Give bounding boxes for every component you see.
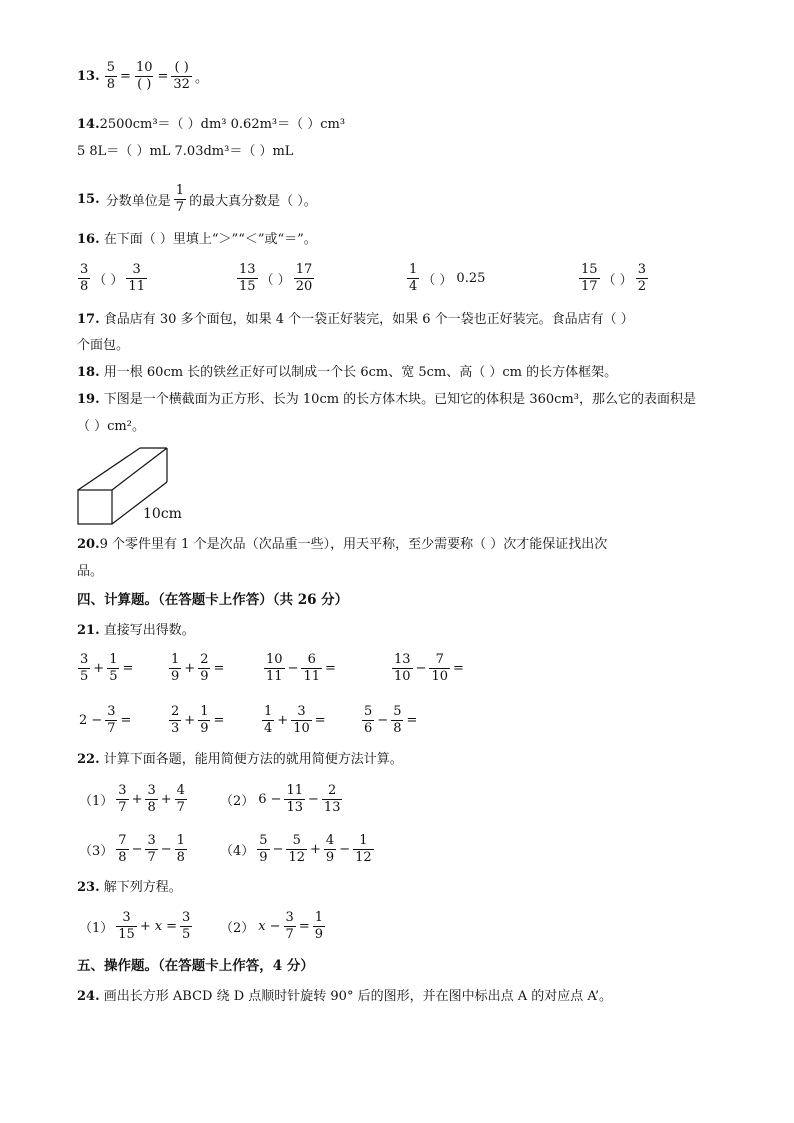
fraction: $\frac{( )}{32}$	[173, 60, 190, 92]
q14-line2: 5 8L＝（ ）mL 7.03dm³＝（ ）mL	[77, 144, 294, 159]
q17-line1: 17. 食品店有 30 多个面包，如果 4 个一袋正好装完，如果 6 个一袋也正好装完。食品店有（ ）	[77, 312, 634, 327]
q21-expr-6: $\frac{2}{3}$ + $\frac{1}{9}$ =	[171, 704, 225, 736]
q23-equation-2: （2） x − $\frac{3}{7}$ = $\frac{1}{9}$	[220, 910, 323, 942]
section-4-title: 四、计算题。（在答题卡上作答）（共 26 分）	[77, 592, 349, 608]
fraction: $\frac{5}{8}$	[106, 60, 116, 92]
q24: 24. 画出长方形 ABCD 绕 D 点顺时针旋转 90° 后的图形，并在图中标出点 A 的对应点 A’。	[77, 989, 612, 1004]
q21-expr-1: $\frac{3}{5}$ + $\frac{1}{5}$ =	[80, 652, 134, 684]
cuboid-length-label: 10cm	[143, 506, 182, 522]
q14-line1-text: 2500cm³＝（ ）dm³ 0.62m³＝（ ）cm³	[99, 117, 346, 132]
q20-line2: 品。	[77, 564, 104, 579]
q19-line2: （ ）cm²。	[77, 419, 145, 434]
q22-expr-1: （1） $\frac{3}{7}$ + $\frac{3}{8}$ + $\frac{4}{7}$	[79, 783, 185, 815]
q16-item-4: $\frac{15}{17}$ （ ） $\frac{3}{2}$	[581, 262, 646, 294]
q14-line1	[77, 117, 345, 133]
q21-expr-7: $\frac{1}{4}$ + $\frac{3}{10}$ =	[264, 704, 326, 736]
q22-expr-2: （2） 6 − $\frac{11}{13}$ − $\frac{2}{13}$	[220, 783, 341, 815]
q21-expr-5: 2 − $\frac{3}{7}$ =	[79, 704, 132, 736]
q23-title: 23. 解下列方程。	[77, 880, 182, 895]
q16-item-1: $\frac{3}{8}$ （ ） $\frac{3}{11}$	[80, 262, 145, 294]
q21-expr-4: $\frac{13}{10}$ − $\frac{7}{10}$ =	[394, 652, 464, 684]
q21-expr-3: $\frac{10}{11}$ − $\frac{6}{11}$ =	[266, 652, 336, 684]
fraction: $\frac{10}{( )}$	[135, 60, 153, 92]
q20-line1: 20.9 个零件里有 1 个是次品（次品重一些），用天平称，至少需要称（ ）次才能保证找出次	[77, 537, 608, 552]
q19-line1: 19. 下图是一个横截面为正方形、长为 10cm 的长方体木块。已知它的体积是 360cm³，那么它的表面积是	[77, 392, 696, 407]
q16-title: 16. 在下面（ ）里填上“＞”“＜”或“＝”。	[77, 232, 317, 247]
cuboid-front-face	[78, 490, 112, 524]
q16-item-2: $\frac{13}{15}$ （ ） $\frac{17}{20}$	[239, 262, 313, 294]
q23-equation-1: （1） $\frac{3}{15}$ + x = $\frac{3}{5}$	[79, 910, 191, 942]
q21-expr-2: $\frac{1}{9}$ + $\frac{2}{9}$ =	[171, 652, 225, 684]
q22-expr-3: （3） $\frac{7}{8}$ − $\frac{3}{7}$ − $\frac{1}{8}$	[79, 833, 185, 865]
q15-number: 15.	[77, 192, 100, 207]
cuboid-figure	[74, 444, 204, 528]
q14-number: 14.	[77, 117, 100, 132]
q18: 18. 用一根 60cm 长的铁丝正好可以制成一个长 6cm、宽 5cm、高（ ）cm 的长方体框架。	[77, 365, 618, 380]
q21-expr-8: $\frac{5}{6}$ − $\frac{5}{8}$ =	[364, 704, 418, 736]
q21-title: 21. 直接写出得数。	[77, 623, 195, 638]
q13: 13. $\frac{5}{8}$ = $\frac{10}{( )}$ = $\frac{( )}{32}$ 。	[77, 60, 208, 92]
q16-number: 16.	[77, 232, 100, 247]
q22-expr-4: （4） $\frac{5}{9}$ − $\frac{5}{12}$ + $\frac{4}{9}$ − $\frac{1}{12}$	[220, 833, 372, 865]
q15: 15. 分数单位是 $\frac{1}{7}$ 的最大真分数是（ ）。	[77, 183, 317, 215]
q13-number: 13.	[77, 69, 100, 84]
section-5-title: 五、操作题。（在答题卡上作答，4 分）	[77, 958, 314, 974]
q22-title: 22. 计算下面各题，能用简便方法的就用简便方法计算。	[77, 752, 403, 767]
q16-item-3: $\frac{1}{4}$ （ ） 0.25	[409, 262, 486, 294]
q17-line2: 个面包。	[77, 338, 130, 353]
fraction: $\frac{1}{7}$	[175, 183, 185, 215]
